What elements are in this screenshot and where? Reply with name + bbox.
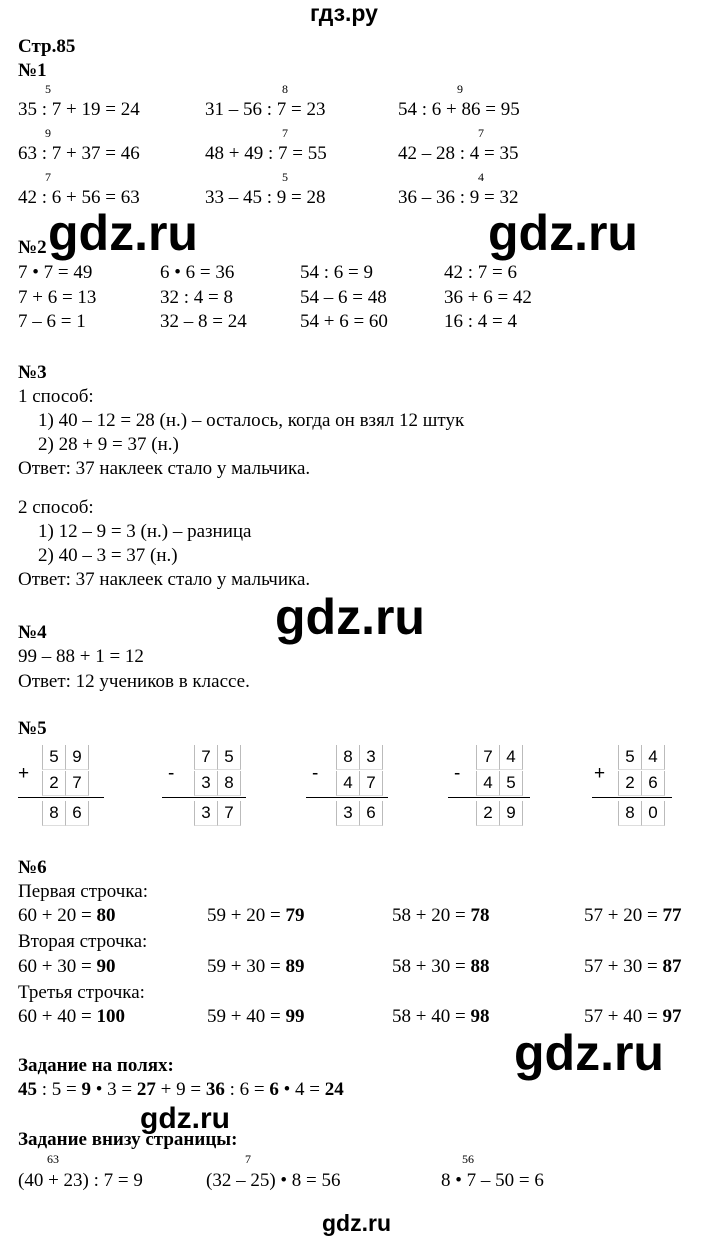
digit: 3: [194, 771, 218, 796]
task6-expression: 59 + 20 = 79: [207, 905, 305, 926]
digit: 5: [499, 771, 523, 796]
task2-expression: 32 – 8 = 24: [160, 311, 247, 332]
digit: 6: [641, 771, 665, 796]
digit: 0: [641, 801, 665, 826]
task2-expression: 32 : 4 = 8: [160, 287, 233, 308]
task1-superscript: 7: [45, 170, 51, 184]
digit: 7: [476, 745, 500, 770]
sum-line: [306, 797, 388, 798]
task1-expression: 42 : 6 + 56 = 63: [18, 187, 140, 208]
digit: 4: [641, 745, 665, 770]
task1-superscript: 5: [45, 82, 51, 96]
digit: 4: [336, 771, 360, 796]
task1-superscript: 9: [457, 82, 463, 96]
task6-row-label: Первая строчка:: [18, 881, 148, 902]
task3-method2-step: 1) 12 – 9 = 3 (н.) – разница: [38, 521, 252, 542]
task1-superscript: 7: [478, 126, 484, 140]
digit: 3: [359, 745, 383, 770]
column-calculation: [592, 745, 682, 829]
task2-expression: 36 + 6 = 42: [444, 287, 532, 308]
task2-expression: 6 • 6 = 36: [160, 262, 235, 283]
watermark: gdz.ru: [514, 1025, 664, 1081]
task6-expression: 57 + 40 = 97: [584, 1006, 682, 1027]
bottom-task-superscript: 63: [47, 1152, 59, 1166]
task1-expression: 63 : 7 + 37 = 46: [18, 143, 140, 164]
task6-row-label: Вторая строчка:: [18, 931, 148, 952]
task2-expression: 54 : 6 = 9: [300, 262, 373, 283]
sum-line: [448, 797, 530, 798]
digit: 8: [618, 801, 642, 826]
digit: 9: [65, 745, 89, 770]
bottom-task-expression: (40 + 23) : 7 = 9: [18, 1170, 143, 1191]
task2-expression: 54 + 6 = 60: [300, 311, 388, 332]
task6-expression: 59 + 40 = 99: [207, 1006, 305, 1027]
digit: 6: [359, 801, 383, 826]
bottom-task-expression: (32 – 25) • 8 = 56: [206, 1170, 341, 1191]
task6-expression: 60 + 30 = 90: [18, 956, 116, 977]
task1-superscript: 9: [45, 126, 51, 140]
task6-title: №6: [18, 857, 47, 878]
task3-method1-step: 1) 40 – 12 = 28 (н.) – осталось, когда он взял 12 штук: [38, 410, 465, 431]
watermark: gdz.ru: [140, 1102, 230, 1135]
task1-superscript: 8: [282, 82, 288, 96]
task3-method2-label: 2 способ:: [18, 497, 94, 518]
task1-expression: 33 – 45 : 9 = 28: [205, 187, 326, 208]
digit: 2: [476, 801, 500, 826]
digit: 8: [217, 771, 241, 796]
task1-superscript: 5: [282, 170, 288, 184]
task2-expression: 54 – 6 = 48: [300, 287, 387, 308]
sum-line: [592, 797, 672, 798]
column-calculation: [448, 745, 538, 829]
operation-sign: +: [594, 763, 606, 784]
digit: 2: [42, 771, 66, 796]
task3-method2-answer: Ответ: 37 наклеек стало у мальчика.: [18, 569, 311, 590]
task2-expression: 42 : 7 = 6: [444, 262, 517, 283]
digit: 3: [194, 801, 218, 826]
task6-expression: 60 + 20 = 80: [18, 905, 116, 926]
watermark: gdz.ru: [488, 205, 638, 261]
task6-expression: 58 + 40 = 98: [392, 1006, 490, 1027]
task1-expression: 48 + 49 : 7 = 55: [205, 143, 327, 164]
operation-sign: -: [312, 763, 319, 784]
page-reference: Стр.85: [18, 36, 76, 57]
digit: 7: [359, 771, 383, 796]
bottom-task-superscript: 7: [245, 1152, 251, 1166]
task6-expression: 58 + 30 = 88: [392, 956, 490, 977]
watermark: gdz.ru: [322, 1210, 391, 1236]
sum-line: [162, 797, 246, 798]
task3-method1-label: 1 способ:: [18, 386, 94, 407]
task4-expression: 99 – 88 + 1 = 12: [18, 646, 144, 667]
task2-expression: 7 + 6 = 13: [18, 287, 97, 308]
digit: 6: [65, 801, 89, 826]
digit: 8: [42, 801, 66, 826]
digit: 7: [65, 771, 89, 796]
digit: 7: [194, 745, 218, 770]
task6-expression: 58 + 20 = 78: [392, 905, 490, 926]
task1-expression: 36 – 36 : 9 = 32: [398, 187, 519, 208]
task2-title: №2: [18, 237, 47, 258]
operation-sign: +: [18, 763, 30, 784]
task1-expression: 42 – 28 : 4 = 35: [398, 143, 519, 164]
sum-line: [18, 797, 104, 798]
task3-title: №3: [18, 362, 47, 383]
task6-expression: 59 + 30 = 89: [207, 956, 305, 977]
task1-title: №1: [18, 60, 47, 81]
task1-expression: 31 – 56 : 7 = 23: [205, 99, 326, 120]
site-header: гдз.ру: [310, 0, 378, 26]
column-calculation: [162, 745, 252, 829]
digit: 3: [336, 801, 360, 826]
task4-answer: Ответ: 12 учеников в классе.: [18, 671, 250, 692]
bottom-task-title: Задание внизу страницы:: [18, 1129, 238, 1150]
task6-expression: 57 + 30 = 87: [584, 956, 682, 977]
digit: 4: [499, 745, 523, 770]
digit: 2: [618, 771, 642, 796]
watermark: gdz.ru: [275, 589, 425, 645]
task3-method1-step: 2) 28 + 9 = 37 (н.): [38, 434, 179, 455]
watermark: gdz.ru: [48, 205, 198, 261]
task2-expression: 7 • 7 = 49: [18, 262, 93, 283]
task5-title: №5: [18, 718, 47, 739]
column-calculation: [306, 745, 396, 829]
margin-task-title: Задание на полях:: [18, 1055, 174, 1076]
task1-superscript: 7: [282, 126, 288, 140]
task3-method1-answer: Ответ: 37 наклеек стало у мальчика.: [18, 458, 311, 479]
digit: 9: [499, 801, 523, 826]
task2-expression: 7 – 6 = 1: [18, 311, 86, 332]
task6-expression: 60 + 40 = 100: [18, 1006, 125, 1027]
bottom-task-expression: 8 • 7 – 50 = 6: [441, 1170, 544, 1191]
digit: 5: [217, 745, 241, 770]
task6-expression: 57 + 20 = 77: [584, 905, 682, 926]
digit: 4: [476, 771, 500, 796]
task3-method2-step: 2) 40 – 3 = 37 (н.): [38, 545, 178, 566]
bottom-task-superscript: 56: [462, 1152, 474, 1166]
digit: 8: [336, 745, 360, 770]
digit: 7: [217, 801, 241, 826]
operation-sign: -: [454, 763, 461, 784]
task4-title: №4: [18, 622, 47, 643]
digit: 5: [618, 745, 642, 770]
task1-expression: 54 : 6 + 86 = 95: [398, 99, 520, 120]
margin-task-chain: 45 : 5 = 9 • 3 = 27 + 9 = 36 : 6 = 6 • 4 = 24: [18, 1079, 344, 1100]
task1-expression: 35 : 7 + 19 = 24: [18, 99, 140, 120]
column-calculation: [18, 745, 108, 829]
operation-sign: -: [168, 763, 175, 784]
task2-expression: 16 : 4 = 4: [444, 311, 517, 332]
digit: 5: [42, 745, 66, 770]
task6-row-label: Третья строчка:: [18, 982, 145, 1003]
task1-superscript: 4: [478, 170, 484, 184]
